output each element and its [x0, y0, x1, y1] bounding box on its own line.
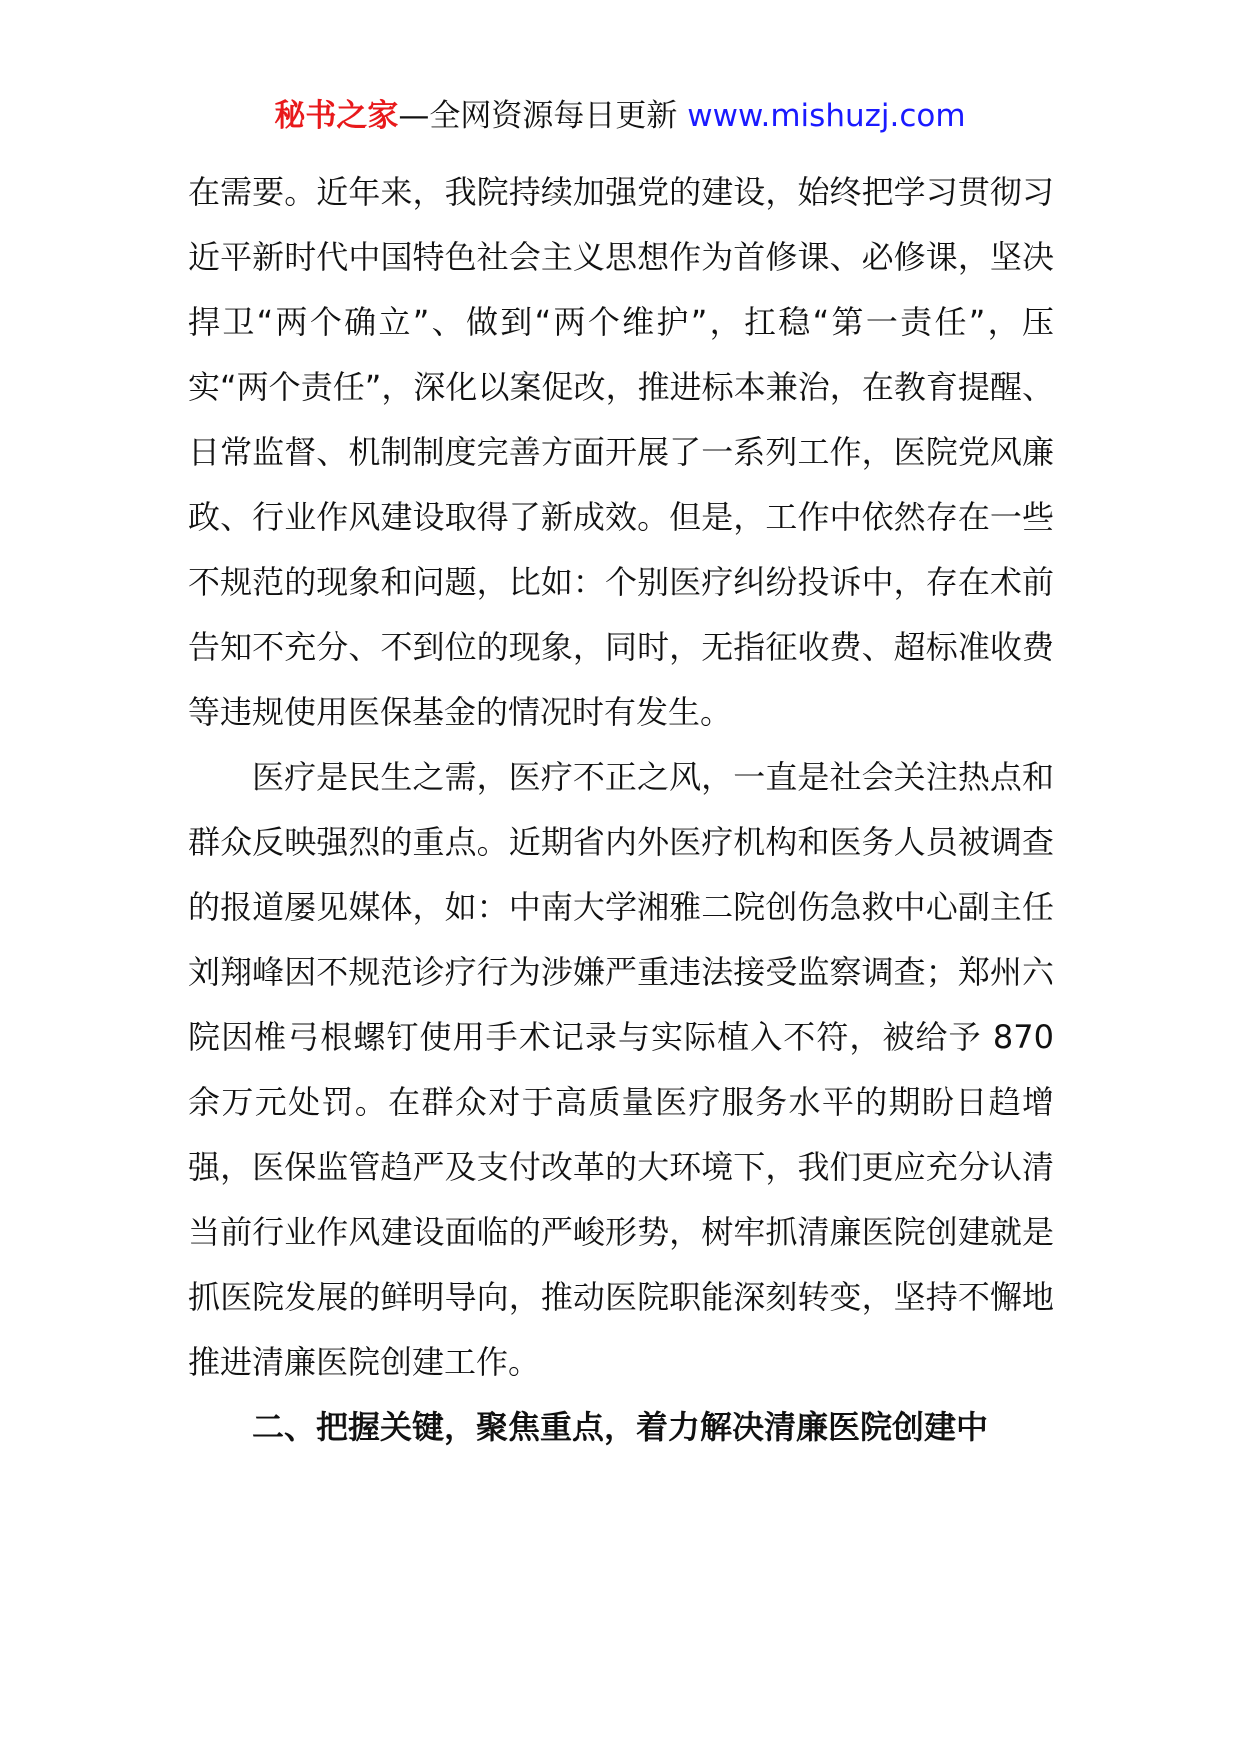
site-url-link[interactable]: www.mishuzj.com	[687, 98, 966, 134]
site-tagline: —全网资源每日更新	[398, 98, 678, 134]
site-brand: 秘书之家	[274, 98, 399, 134]
section-heading-2: 二、把握关键，聚焦重点，着力解决清廉医院创建中	[252, 1408, 989, 1446]
document-body	[188, 160, 1054, 1460]
paragraph-continuation: 在需要。近年来，我院持续加强党的建设，始终把学习贯彻习近平新时代中国特色社会主义思想作为首修课、必修课，坚决捍卫“两个确立”、做到“两个维护”，扛稳“第一责任”，压实“两个责任”，深化以案促改，推进标本兼治，在教育提醒、日常监督、机制制度完善方面开展了一系列工作，医院党风廉政、行业作风建设取得了新成效。但是，工作中依然存在一些不规范的现象和问题，比如：个别医疗纠纷投诉中，存在术前告知不充分、不到位的现象，同时，无指征收费、超标准收费等违规使用医保基金的情况时有发生。	[188, 173, 1054, 731]
site-header	[0, 98, 1240, 135]
paragraph-medical-ethics: 医疗是民生之需，医疗不正之风，一直是社会关注热点和群众反映强烈的重点。近期省内外医疗机构和医务人员被调查的报道屡见媒体，如：中南大学湘雅二院创伤急救中心副主任刘翔峰因不规范诊疗行为涉嫌严重违法接受监察调查；郑州六院因椎弓根螺钉使用手术记录与实际植入不符，被给予 870 余万元处罚。在群众对于高质量医疗服务水平的期盼日趋增强，医保监管趋严及支付改革的大环境下，我们更应充分认清当前行业作风建设面临的严峻形势，树牢抓清廉医院创建就是抓医院发展的鲜明导向，推动医院职能深刻转变，坚持不懈地推进清廉医院创建工作。	[188, 758, 1054, 1381]
